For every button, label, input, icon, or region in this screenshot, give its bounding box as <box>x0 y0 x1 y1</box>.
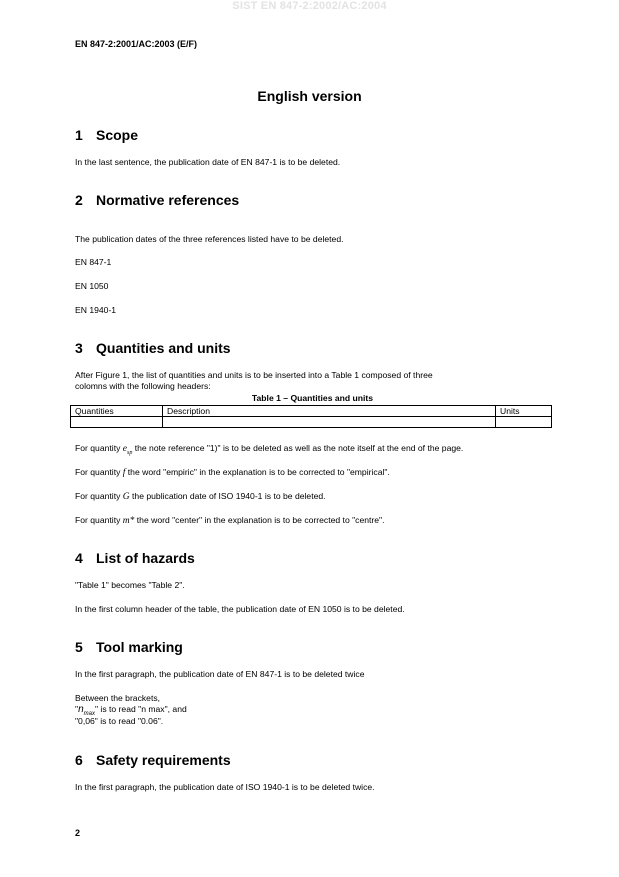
section-5-heading <box>75 639 183 655</box>
table-cell <box>496 417 552 428</box>
section-title: Normative references <box>96 192 240 208</box>
section-title: List of hazards <box>96 550 195 566</box>
section-6-heading <box>75 752 231 768</box>
paragraph-line: Between the brackets, <box>75 693 161 703</box>
section-4-heading <box>75 550 195 566</box>
section-number: 2 <box>75 192 83 208</box>
quantity-symbol: f <box>122 468 126 478</box>
page-number: 2 <box>75 828 81 838</box>
reference-item: EN 847-1 <box>75 257 112 267</box>
paragraph: For quantity $e_{sp}$ the note reference "1)" is to be deleted as well as the note itself at the end of the page. <box>75 443 464 456</box>
quantity-symbol: $e_{sp}$ <box>122 444 133 456</box>
paragraph: The publication dates of the three references listed have to be deleted. <box>75 234 344 244</box>
paragraph-line: colomns with the following headers: <box>75 381 211 391</box>
quantity-symbol: m* <box>122 516 135 526</box>
paragraph-line: "$n_{max}$" is to read "n max", and <box>75 704 187 717</box>
paragraph-line: "0,06" is to read "0.06". <box>75 716 164 726</box>
section-title: Scope <box>96 127 139 143</box>
section-title: Tool marking <box>96 639 183 655</box>
paragraph: In the last sentence, the publication date of EN 847-1 is to be deleted. <box>75 157 341 167</box>
column-header: Units <box>496 406 552 417</box>
section-3-heading <box>75 340 231 356</box>
reference-item: EN 1940-1 <box>75 305 117 315</box>
quantity-symbol: G <box>122 492 130 502</box>
table-cell <box>71 417 163 428</box>
reference-item: EN 1050 <box>75 281 109 291</box>
section-number: 5 <box>75 639 83 655</box>
quantities-table <box>70 405 552 428</box>
paragraph: In the first paragraph, the publication date of ISO 1940-1 is to be deleted twice. <box>75 782 375 792</box>
section-title: Quantities and units <box>96 340 231 356</box>
paragraph: For quantity f the word "empiric" in the explanation is to be corrected to "empirical". <box>75 467 390 478</box>
quantity-symbol: $n_{max}$ <box>78 704 95 717</box>
section-number: 4 <box>75 550 83 566</box>
paragraph: For quantity G the publication date of ISO 1940-1 is to be deleted. <box>75 491 326 502</box>
table-row <box>71 417 552 428</box>
page-title: English version <box>257 88 362 104</box>
paragraph: In the first paragraph, the publication date of EN 847-1 is to be deleted twice <box>75 669 365 679</box>
section-1-heading <box>75 127 138 143</box>
section-title: Safety requirements <box>96 752 231 768</box>
paragraph-line: After Figure 1, the list of quantities and units is to be inserted into a Table 1 composed of three <box>75 370 433 380</box>
paragraph: "Table 1" becomes "Table 2". <box>75 580 185 590</box>
section-number: 3 <box>75 340 83 356</box>
table-header-row <box>71 406 552 417</box>
paragraph: In the first column header of the table, the publication date of EN 1050 is to be deleted. <box>75 604 405 614</box>
table-caption: Table 1 – Quantities and units <box>251 393 374 403</box>
column-header: Quantities <box>71 406 163 417</box>
paragraph: For quantity m* the word "center" in the explanation is to be corrected to "centre". <box>75 515 385 526</box>
section-2-heading <box>75 192 239 208</box>
table-cell <box>163 417 496 428</box>
section-number: 1 <box>75 127 83 143</box>
section-number: 6 <box>75 752 83 768</box>
watermark: SIST EN 847-2:2002/AC:2004 <box>232 0 387 12</box>
column-header: Description <box>163 406 496 417</box>
document-header: EN 847-2:2001/AC:2003 (E/F) <box>75 39 198 49</box>
